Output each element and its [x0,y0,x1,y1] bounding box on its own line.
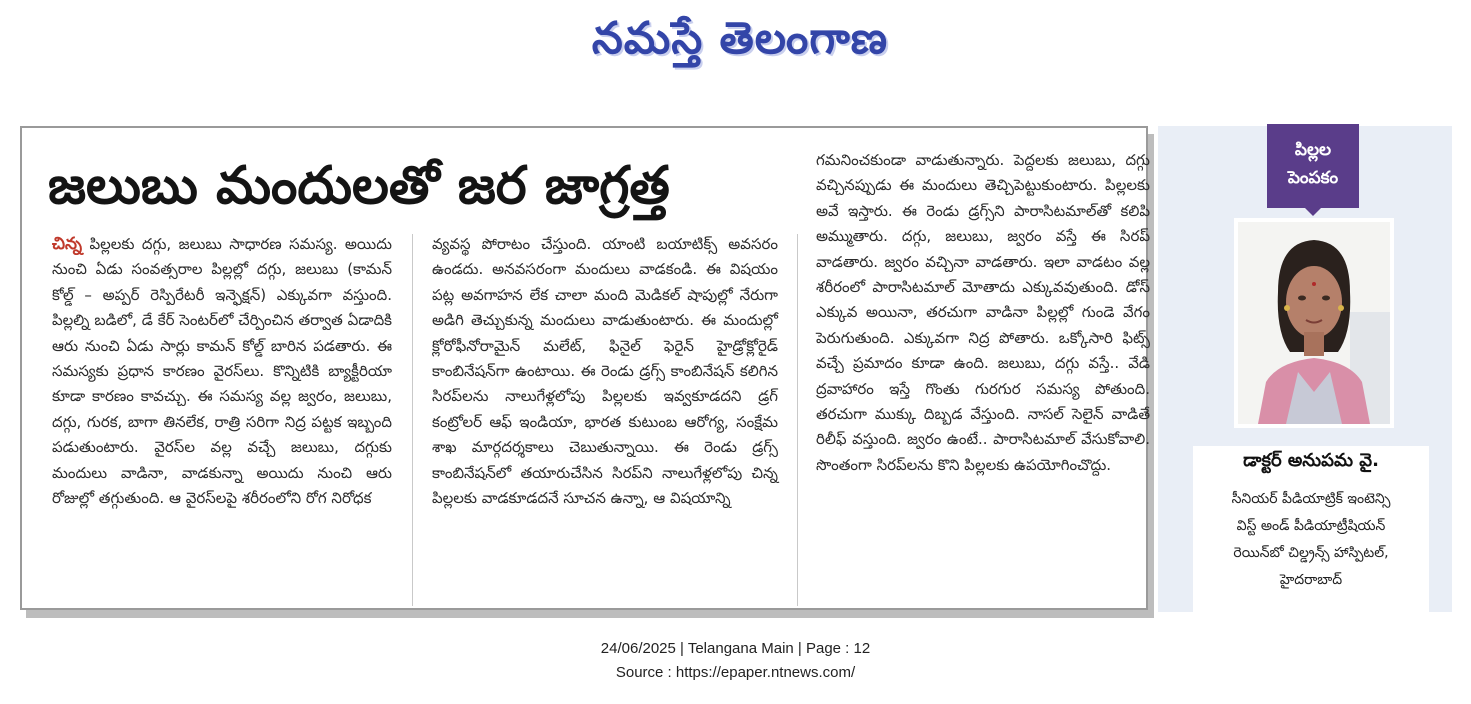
column-3-text: గమనించకుండా వాడుతున్నారు. పెద్దలకు జలుబు, దగ్గు వచ్చినప్పుడు ఈ మందులు తెచ్చిపెట్టుకుంటారు. పిల్లలకు అవే ఇస్తారు. ఈ రెండు డ్రగ్స్‌ని పారాసిటమాల్‌తో కలిపి అమ్ముతారు. దగ్గు, జలుబు, జ్వరం వస్తే ఈ సిరప్ వాడతారు. జ్వరం వచ్చినా వాడతారు. ఇలా వాడటం వల్ల శరీరంలో పారాసిటమాల్ మోతాదు ఎక్కువవుతుంది. డోస్ ఎక్కువ అయినా, తరచుగా వాడినా పిల్లల్లో గుండె వేగం పెరుగుతుంది. ఎక్కువగా నిద్ర పోతారు. ఒక్కోసారి ఫిట్స్ వచ్చే ప్రమాదం కూడా ఉంది. జలుబు, దగ్గు వస్తే.. వేడి ద్రవాహారం ఇస్తే గొంతు గురగుర సమస్య పోతుంది. తరచుగా ముక్కు దిబ్బడ వేస్తుంది. నాసల్ సెలైన్ వాడితే రిలీఫ్ వస్తుంది. జ్వరం ఉంటే.. పారాసిటమాల్ వేసుకోవాలి. సొంతంగా సిరప్‌లను కొని పిల్లలకు ఉపయోగించొద్దు. [816,151,1150,474]
column-2-text: వ్యవస్థ పోరాటం చేస్తుంది. యాంటి బయాటిక్స్ అవసరం ఉండదు. అనవసరంగా మందులు వాడకండి. ఈ విషయం పట్ల అవగాహన లేక చాలా మంది మెడికల్ షాపుల్లో నేరుగా అడిగి తెచ్చుకున్న మందులు వాడుతుంటారు. ఈ మందుల్లో క్లోరోఫీనోరామైన్ మలేట్, ఫినైల్ ఫెరైన్ హైడ్రోక్లోరైడ్ కాంబినేషన్‌గా ఉంటాయి. ఈ రెండు డ్రగ్స్ కాంబినేషన్ కలిగిన సిరప్‌లను నాలుగేళ్లలోపు పిల్లలకు ఇవ్వకూడదని డ్రగ్ కంట్రోలర్ ఆఫ్ ఇండియా, భారత కుటుంబ ఆరోగ్య, సంక్షేమ శాఖ మార్గదర్శకాలు చెబుతున్నాయి. ఈ రెండు డ్రగ్స్ కాంబినేషన్‌లో తయారుచేసిన సిరప్‌ని నాలుగేళ్లలోపు చిన్న పిల్లలకు వాడకూడదనే సూచన ఉన్నా, ఆ విషయాన్ని [432,235,778,508]
designation-line: హైదరాబాద్ [1279,572,1343,588]
author-name: డాక్టర్ అనుపమ వై. [1243,450,1379,471]
designation-line: సీనియర్ పీడియాట్రిక్ ఇంటెన్సి [1231,491,1391,507]
designation-line: విస్ట్ అండ్ పీడియాట్రీషియన్ [1236,518,1386,534]
author-portrait-icon [1238,222,1390,424]
category-tag [1267,124,1359,208]
article-headline: జలుబు మందులతో జర జాగ్రత్త [48,156,670,216]
article-column-3 [816,148,1150,478]
category-tag-notch [1303,206,1323,216]
column-divider [412,234,413,606]
author-designation [1193,486,1429,594]
column-divider [797,234,798,606]
drop-word: చిన్న [52,234,83,254]
category-tag-line-2: పెంపకం [1287,168,1339,188]
source-info: Source : https://epaper.ntnews.com/ [615,664,856,681]
author-photo [1234,218,1394,428]
category-tag-line-1: పిల్లల [1294,140,1332,160]
article-column-2 [432,232,778,511]
column-1-text: పిల్లలకు దగ్గు, జలుబు సాధారణ సమస్య. అయిదు నుంచి ఏడు సంవత్సరాల పిల్లల్లో దగ్గు, జలుబు (కామన్ కోల్డ్ – అప్పర్ రెస్పిరేటరీ ఇన్ఫెక్షన్) ఎక్కువగా వస్తుంది. పిల్లల్ని బడిలో, డే కేర్ సెంటర్‌లో చేర్పించిన తర్వాత ఏడాదికి ఆరు నుంచి ఏడు సార్లు కామన్ కోల్డ్ బారిన పడతారు. ఈ సమస్యకు ప్రధాన కారణం వైరస్‌లు. కొన్నిటికి బ్యాక్టీరియా కూడా కారణం కావచ్చు. ఈ సమస్య వల్ల జ్వరం, జలుబు, దగ్గు, గురక, బాగా తినలేక, రాత్రి సరిగా నిద్ర పట్టక ఇబ్బంది పడుతుంటారు. వైరస్‌ల వల్ల వచ్చే జలుబు, దగ్గుకు మందులు వాడినా, వాడకున్నా అయిదు నుంచి ఆరు రోజుల్లో తగ్గుతుంది. ఆ వైరస్‌లపై శరీరంలోని రోగ నిరోధక [52,235,392,508]
designation-line: రెయిన్‌బో చిల్డ్రన్స్ హాస్పిటల్, [1233,545,1389,561]
newspaper-masthead: నమస్తే తెలంగాణ [591,13,889,64]
edition-info: 24/06/2025 | Telangana Main | Page : 12 [600,640,871,657]
article-column-1 [52,232,392,511]
